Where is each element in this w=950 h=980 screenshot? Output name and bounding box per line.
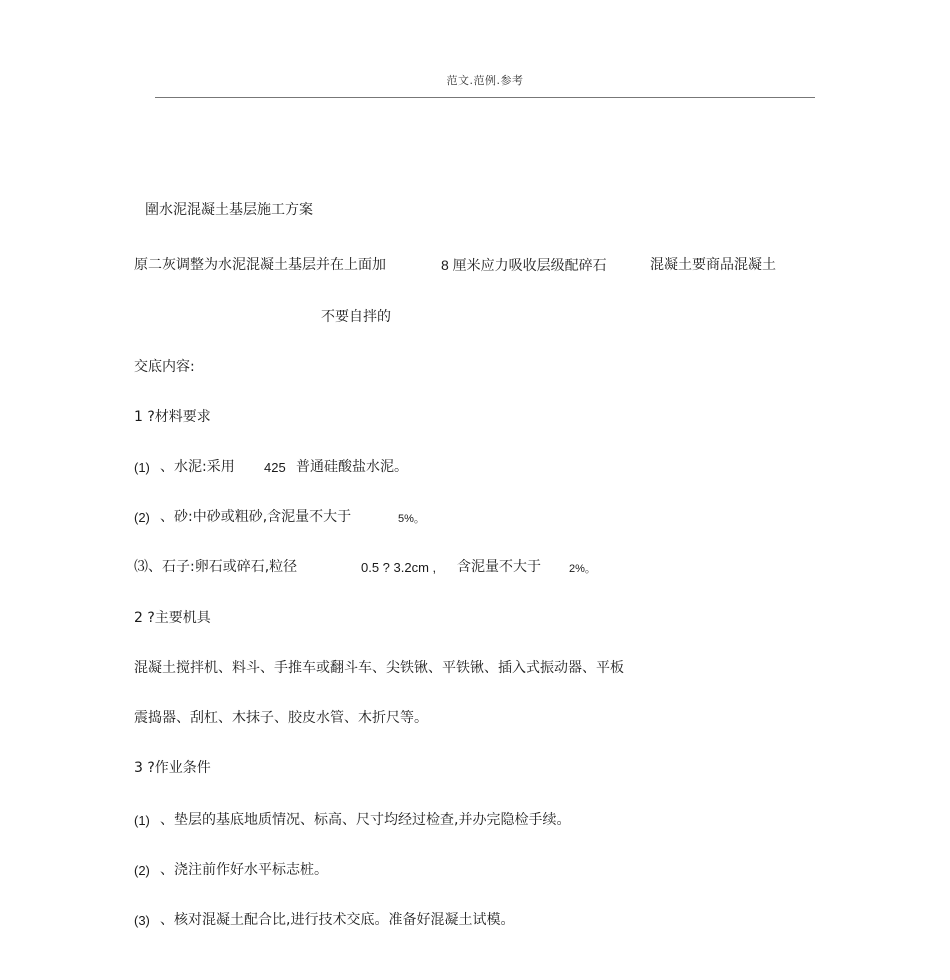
intro-text-part1: 原二灰调整为水泥混凝土基层并在上面加: [134, 257, 386, 273]
section1-item1-text1: 、水泥:采用: [160, 459, 235, 475]
section2-line2: 震捣器、刮杠、木抹子、胶皮水管、木折尺等。: [134, 710, 428, 726]
intro-text-part2: 8 厘米应力吸收层级配碎石: [441, 257, 607, 273]
section1-item3-text2: 含泥量不大于: [457, 559, 541, 575]
document-title: 圍水泥混凝土基层施工方案: [145, 202, 313, 218]
section3-item1-num: (1): [134, 813, 150, 828]
section2-heading: 2 ?主要机具: [134, 610, 211, 626]
section1-item1-num: (1): [134, 460, 150, 475]
section1-item3-value1: 0.5 ? 3.2cm ,: [361, 560, 437, 575]
section3-item2-num: (2): [134, 863, 150, 878]
section3-item1-text: 、垫层的基底地质情况、标高、尺寸均经过检查,并办完隐检手续。: [160, 812, 571, 828]
disclosure-label: 交底内容:: [134, 359, 195, 375]
section3-heading: 3 ?作业条件: [134, 760, 211, 776]
section1-item2-num: (2): [134, 510, 150, 525]
section1-item1-value: 425: [264, 460, 286, 475]
section1-item3-value2: 2%。: [569, 563, 596, 575]
section3-item2-text: 、浇注前作好水平标志桩。: [160, 862, 328, 878]
intro-text-part4: 不要自拌的: [321, 309, 391, 325]
section1-item3-text1: ⑶、石子:卵石或碎石,粒径: [134, 559, 298, 575]
section2-line1: 混凝土搅拌机、料斗、手推车或翻斗车、尖铁锹、平铁锹、插入式振动器、平板: [134, 660, 624, 676]
header-divider: [155, 97, 815, 98]
section3-item3-num: (3): [134, 913, 150, 928]
page-header: 范文.范例.参考: [446, 74, 524, 87]
intro-text-part3: 混凝土要商品混凝土: [650, 257, 776, 273]
section1-item2-value: 5%。: [398, 513, 425, 525]
section1-item2-text1: 、砂:中砂或粗砂,含泥量不大于: [160, 509, 352, 525]
section3-item3-text: 、核对混凝土配合比,进行技术交底。准备好混凝土试模。: [160, 912, 515, 928]
section1-heading: 1 ?材料要求: [134, 409, 211, 425]
section1-item1-text2: 普通硅酸盐水泥。: [296, 459, 408, 475]
